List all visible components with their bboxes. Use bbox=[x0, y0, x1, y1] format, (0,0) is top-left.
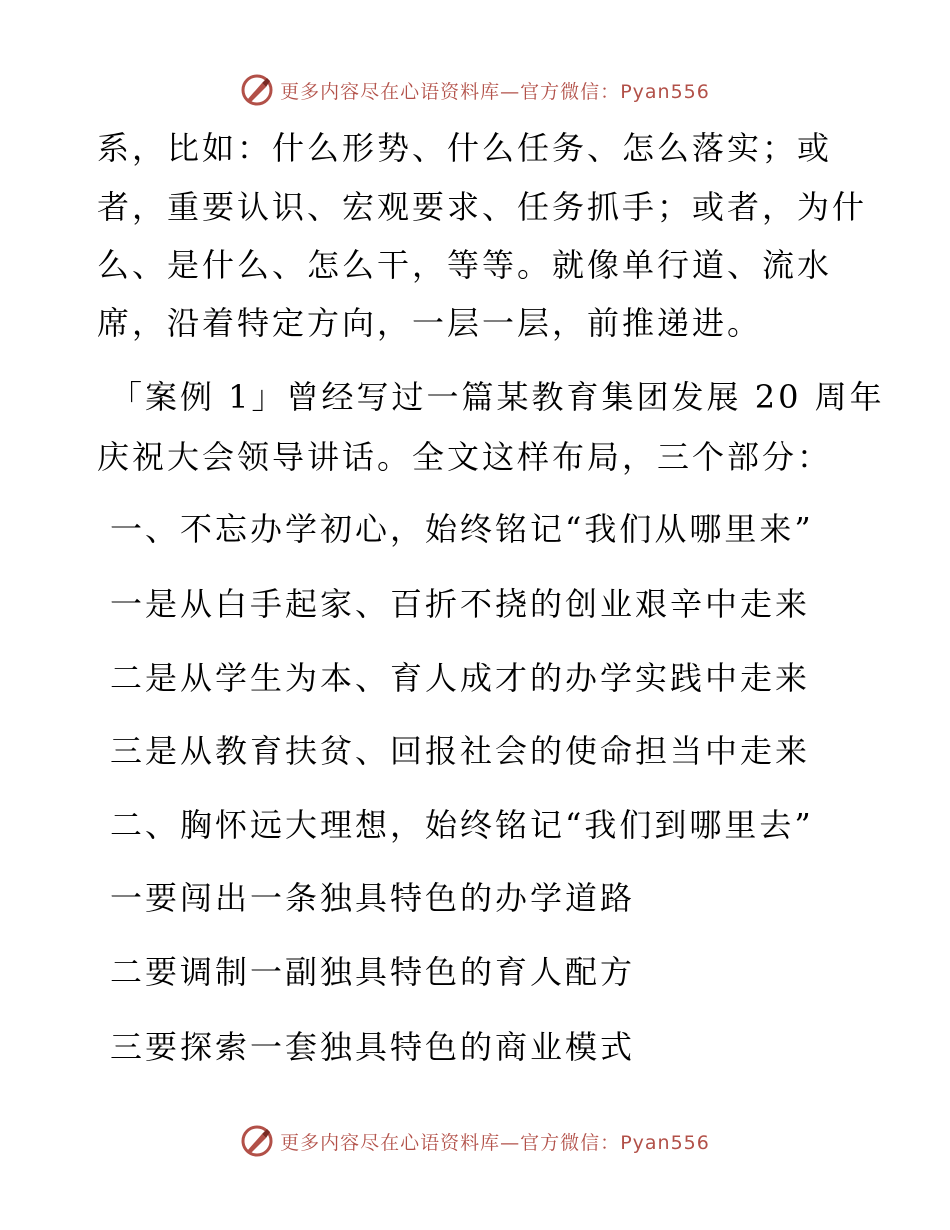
watermark-wechat-id: Pyan556 bbox=[620, 80, 710, 103]
watermark-separator: — bbox=[500, 80, 521, 103]
watermark-label: 官方微信： bbox=[520, 1131, 621, 1154]
paragraph-line: 么、是什么、怎么干，等等。就像单行道、流水 bbox=[97, 246, 833, 284]
case-paragraph-line: 「案例 1」曾经写过一篇某教育集团发展 20 周年 bbox=[110, 378, 885, 416]
outline-item: 一是从白手起家、百折不挠的创业艰辛中走来 bbox=[110, 585, 811, 623]
outline-item: 三是从教育扶贫、回报社会的使命担当中走来 bbox=[110, 732, 811, 770]
outline-item: 二要调制一副独具特色的育人配方 bbox=[110, 953, 636, 991]
watermark-title: 更多内容尽在心语资料库 bbox=[280, 80, 501, 103]
case-paragraph-line: 庆祝大会领导讲话。全文这样布局，三个部分： bbox=[97, 438, 833, 476]
outline-item: 一要闯出一条独具特色的办学道路 bbox=[110, 879, 636, 917]
watermark-wechat-id: Pyan556 bbox=[620, 1131, 710, 1154]
paragraph-line: 系，比如：什么形势、什么任务、怎么落实；或 bbox=[97, 129, 833, 167]
outline-heading: 二、胸怀远大理想，始终铭记“我们到哪里去” bbox=[110, 806, 814, 844]
footer-watermark bbox=[0, 1121, 950, 1161]
outline-item: 三要探索一套独具特色的商业模式 bbox=[110, 1028, 636, 1066]
watermark-separator: — bbox=[500, 1131, 521, 1154]
paragraph-line: 者，重要认识、宏观要求、任务抓手；或者，为什 bbox=[97, 188, 868, 226]
outline-heading: 一、不忘办学初心，始终铭记“我们从哪里来” bbox=[110, 510, 814, 548]
outline-item: 二是从学生为本、育人成才的办学实践中走来 bbox=[110, 659, 811, 697]
footer-watermark-text bbox=[280, 1128, 710, 1155]
watermark-label: 官方微信： bbox=[520, 80, 621, 103]
paragraph-line: 席，沿着特定方向，一层一层，前推递进。 bbox=[97, 304, 763, 342]
pen-logo-icon bbox=[240, 1124, 274, 1158]
watermark-title: 更多内容尽在心语资料库 bbox=[280, 1131, 501, 1154]
